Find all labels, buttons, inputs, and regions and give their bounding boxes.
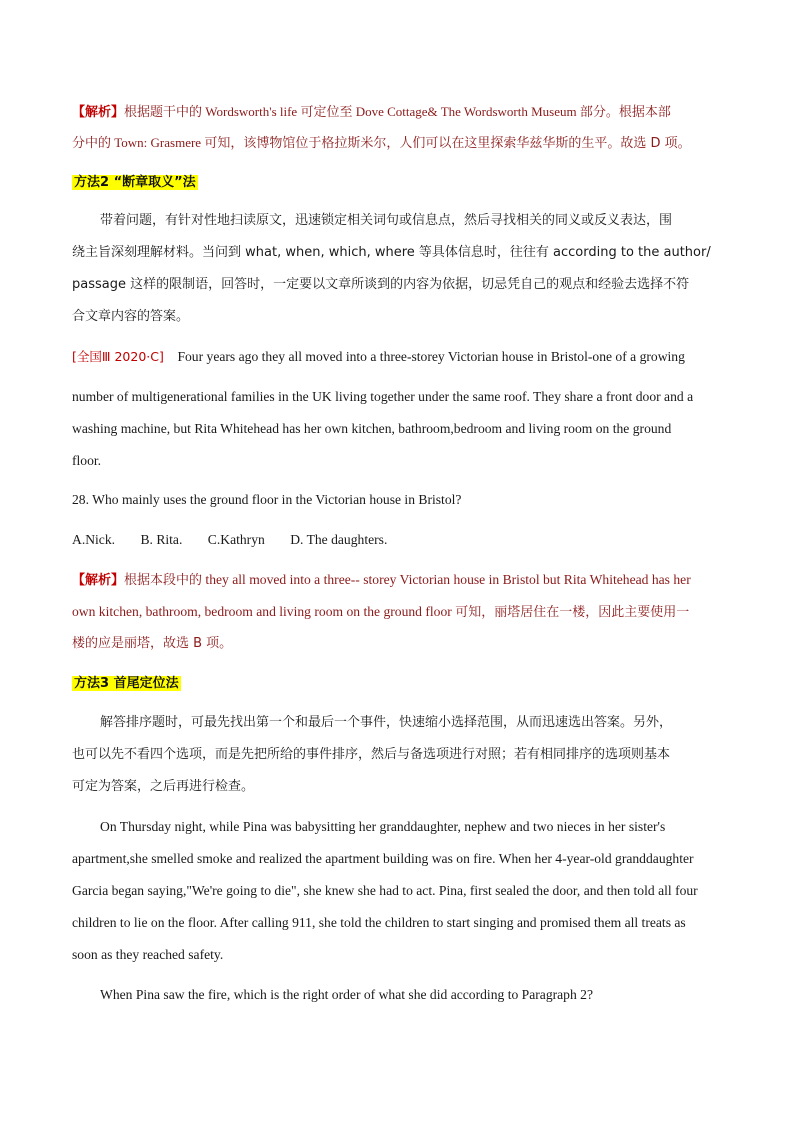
method-2-para-line-2: 绕主旨深刻理解材料。当问到 what, when, which, where 等具体信息时，往往有 according to the author/ [72, 245, 711, 260]
method-2-para-line-1: 带着问题，有针对性地扫读原文，迅速锁定相关词句或信息点，然后寻找相关的同义或反义表达，围 [100, 213, 673, 228]
example-line-1: [全国Ⅲ 2020·C] Four years ago they all moved into a three-storey Victorian house in Bristol-one of a growing [72, 349, 685, 364]
method-3-heading: 方法3 首尾定位法 [74, 676, 179, 691]
example-source: [全国Ⅲ 2020·C] [72, 349, 164, 364]
option-d: D. The daughters. [290, 532, 388, 547]
method-3-para-line-3: 可定为答案，之后再进行检查。 [72, 779, 255, 794]
analysis-1-line-2: 分中的 Town: Grasmere 可知，该博物馆位于格拉斯米尔，人们可以在这里探索华兹华斯的生平。故选 D 项。 [72, 135, 691, 151]
passage-line-3: Garcia began saying,"We're going to die", she knew she had to act. Pina, first sealed the door, and then told all four [72, 883, 698, 898]
method-2-para-line-4: 合文章内容的答案。 [72, 309, 190, 324]
question-28: 28. Who mainly uses the ground floor in the Victorian house in Bristol? [72, 492, 462, 507]
passage-line-4: children to lie on the floor. After calling 911, she told the children to start singing and promised them all treats as [72, 915, 686, 930]
passage-line-2: apartment,she smelled smoke and realized the apartment building was on fire. When her 4-year-old granddaughter [72, 851, 694, 866]
method-2-para-line-3: passage 这样的限制语，回答时，一定要以文章所谈到的内容为依据，切忌凭自己的观点和经验去选择不符 [72, 277, 690, 292]
analysis-tag-2: 【解析】 [72, 573, 125, 588]
question-order: When Pina saw the fire, which is the right order of what she did according to Paragraph 2? [100, 987, 593, 1002]
analysis-2-line-2: own kitchen, bathroom, bedroom and living room on the ground floor 可知，丽塔居住在一楼，因此主要使用一 [72, 604, 690, 620]
option-c: C.Kathryn [207, 532, 265, 547]
method-3-para-line-1: 解答排序题时，可最先找出第一个和最后一个事件，快速缩小选择范围，从而迅速选出答案。另外， [100, 715, 673, 730]
question-28-options [72, 530, 387, 550]
passage-line-1: On Thursday night, while Pina was babysitting her granddaughter, nephew and two nieces in her sister's [100, 819, 666, 834]
analysis-1-line-1: 【解析】根据题干中的 Wordsworth's life 可定位至 Dove Cottage& The Wordsworth Museum 部分。根据本部 [72, 104, 671, 120]
passage-line-5: soon as they reached safety. [72, 947, 224, 962]
example-line-3: washing machine, but Rita Whitehead has her own kitchen, bathroom,bedroom and living room on the ground [72, 421, 672, 436]
option-a: A.Nick. [72, 532, 116, 547]
example-line-4: floor. [72, 453, 102, 468]
analysis-2-line-1: 【解析】根据本段中的 they all moved into a three-- storey Victorian house in Bristol but Rita Whitehead has her [72, 572, 691, 588]
analysis-2-line-3: 楼的应是丽塔，故选 B 项。 [72, 636, 233, 651]
method-3-para-line-2: 也可以先不看四个选项，而是先把所给的事件排序，然后与备选项进行对照；若有相同排序的选项则基本 [72, 747, 671, 762]
option-b: B. Rita. [140, 532, 183, 547]
analysis-tag: 【解析】 [72, 105, 125, 120]
example-line-2: number of multigenerational families in the UK living together under the same roof. They share a front door and a [72, 389, 694, 404]
method-2-heading: 方法2 “断章取义”法 [74, 175, 196, 190]
